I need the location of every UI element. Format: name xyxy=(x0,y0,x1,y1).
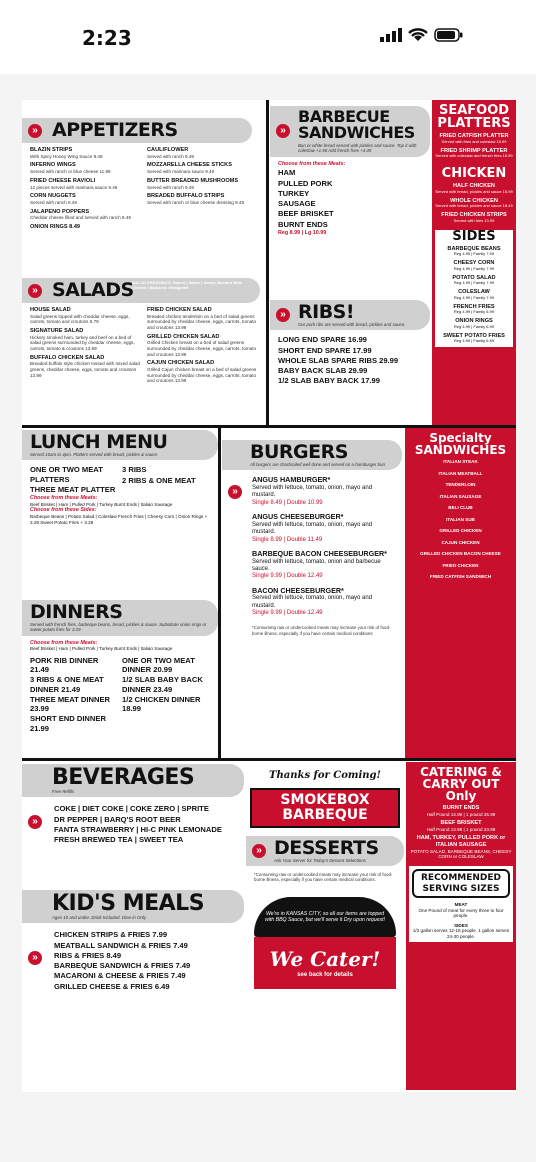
dinner-item: SHORT END DINNER 21.99 xyxy=(30,714,106,733)
burger-item xyxy=(252,587,396,618)
lunch-item: 3 RIBS xyxy=(122,465,147,475)
burger-price: Single 8.49 | Double 10.99 xyxy=(252,499,323,506)
bbq-meat: BURNT ENDS xyxy=(278,219,328,229)
side-item: Reg 4.99 | Family 7.99 xyxy=(453,294,495,300)
chevron-right-icon: » xyxy=(228,485,242,499)
wifi-icon xyxy=(408,28,428,42)
thanks-text: Thanks for Coming! xyxy=(269,770,381,781)
specialty-title: Specialty SANDWICHES xyxy=(414,431,507,457)
burger-item xyxy=(252,513,396,544)
catering-item: BEEF BRISKET xyxy=(440,820,482,827)
menu-item xyxy=(147,334,260,358)
bbq-meat: HAM xyxy=(278,168,296,178)
kids-item: RIBS & FRIES 8.49 xyxy=(54,950,122,960)
salads-section xyxy=(22,278,266,424)
specialty-item: ITALIAN SAUSAGE xyxy=(439,493,482,499)
chevron-right-icon: » xyxy=(28,124,42,138)
battery-icon xyxy=(434,28,464,42)
rib-item: WHOLE SLAB SPARE RIBS 29.99 xyxy=(278,355,399,365)
sides-desc: 1/2 gallon serves 12-15 people. 1 gallon serves 24-30 people. xyxy=(412,928,510,939)
bbq-price: Reg 8.99 | Lg 10.99 xyxy=(278,229,327,236)
lunch-meats-heading: Choose from these Meats: xyxy=(30,495,98,502)
side-item: Reg 4.99 | Family 6.99 xyxy=(453,309,495,315)
burgers-section xyxy=(222,440,402,756)
section-title: SALADS xyxy=(52,279,134,301)
side-item: FRENCH FRIES xyxy=(453,303,495,310)
burger-desc: Served with lettuce, tomato, onion, mayo and mustard. xyxy=(252,485,373,499)
status-bar xyxy=(0,0,536,74)
menu-item xyxy=(147,162,260,174)
chevron-right-icon: » xyxy=(28,951,42,965)
item-name: CAULIFLOWER xyxy=(147,147,189,153)
menu-item xyxy=(147,147,260,159)
meat-desc: One Pound of meat for every three to four people. xyxy=(418,907,504,919)
item-name: GRILLED CHICKEN SALAD xyxy=(147,333,220,340)
kids-item: GRILLED CHEESE & FRIES 6.49 xyxy=(54,981,170,991)
burger-desc: Served with lettuce, tomato, onion and barbecue sauce. xyxy=(252,558,381,572)
lunch-item: 2 RIBS & ONE MEAT xyxy=(122,475,196,485)
kids-item: BARBEQUE SANDWICH & FRIES 7.49 xyxy=(54,961,191,971)
item-name: INFERNO WINGS xyxy=(30,162,76,169)
recommended-title: RECOMMENDED SERVING SIZES xyxy=(412,869,510,899)
menu-item xyxy=(147,307,260,331)
item-desc: 12 pieces served with marinara sauce 9.49 xyxy=(30,184,118,190)
chevron-right-icon: » xyxy=(276,124,290,138)
item-name: SIGNATURE SALAD xyxy=(30,328,84,334)
lunch-item: ONE OR TWO MEAT PLATTERS xyxy=(30,465,103,484)
section-title: DINNERS xyxy=(30,601,123,623)
item-name: FRIED CHEESE RAVIOLI xyxy=(30,177,96,184)
side-item: Reg 4.99 | Family 7.99 xyxy=(453,251,495,257)
item-name: HOUSE SALAD xyxy=(30,307,71,313)
menu-item xyxy=(30,307,143,325)
chevron-right-icon: » xyxy=(28,284,42,298)
salad-dressings: SALAD DRESSINGS: Ranch | Italian | Honey Mustard Blue Cheese | Balsamic Vinaigrette xyxy=(132,280,243,290)
seafood-item: Served with fries and coleslaw 15.99 xyxy=(441,138,507,144)
specialty-item: CAJUN CHICKEN xyxy=(441,539,480,545)
burgers-subtitle: All burgers are charbroiled well done and served on a hamburger bun xyxy=(250,462,385,467)
side-item: ONION RINGS xyxy=(455,318,493,324)
kids-subtitle: Ages 10 and under. Drink Included. Dine-in Only xyxy=(52,915,147,920)
side-item: Reg 4.99 | Family 6.99 xyxy=(453,338,495,344)
catering-item: Half Pound 14.99 | 1 pound 25.99 xyxy=(426,811,496,817)
dinners-meats: Beef Brisket | Ham | Pulled Pork | Turkey Burnt Ends | Italian Sausage xyxy=(30,646,173,652)
section-title: BURGERS xyxy=(250,441,348,463)
chevron-right-icon: » xyxy=(276,308,290,322)
specialty-item: GRILLED CHICKEN BACON CHEESE xyxy=(420,551,501,556)
we-cater-banner xyxy=(254,937,396,989)
burger-price: Single 8.99 | Double 11.49 xyxy=(252,536,323,543)
menu-item xyxy=(147,178,260,190)
sides-label: SIDES xyxy=(454,922,468,928)
side-item: BARBEQUE BEANS xyxy=(447,245,501,252)
catering-item: HAM, TURKEY, PULLED PORK or ITALIAN SAUSAGE xyxy=(416,835,506,849)
item-desc: Served with ranch 9.49 xyxy=(30,200,77,206)
desserts-note: *Consuming raw or undercooked meats may increase your risk of food-borne illness, especially if you have certain medical conditions. xyxy=(254,871,393,883)
item-desc: Cheddar cheese filled and served with ranch 9.49 xyxy=(30,215,131,221)
burger-name: ANGUS HAMBURGER* xyxy=(252,475,331,485)
rib-item: LONG END SPARE 16.99 xyxy=(278,335,367,345)
side-item: SWEET POTATO FRIES xyxy=(443,332,505,339)
bbq-meat: TURKEY xyxy=(278,188,310,198)
burger-price: Single 9.99 | Double 12.49 xyxy=(252,609,323,616)
divider xyxy=(266,100,269,425)
side-item: Reg 4.99 | Family 7.99 xyxy=(453,265,495,271)
meat-label: MEAT xyxy=(454,902,468,908)
chicken-item: HALF CHICKEN xyxy=(453,183,495,189)
specialty-item: TENDERLOIN xyxy=(445,482,476,487)
dinner-item: ONE OR TWO MEAT DINNER 20.99 xyxy=(122,655,195,675)
rib-item: SHORT END SPARE 17.99 xyxy=(278,345,372,355)
item-desc: Served with ranch or blue cheese dressing 9.49 xyxy=(147,200,245,206)
specialty-item: GRILLED CHICKEN xyxy=(439,528,482,533)
chevron-right-icon: » xyxy=(252,844,266,858)
chicken-item: FRIED CHICKEN STRIPS xyxy=(441,212,507,218)
seafood-item: FRIED SHRIMP PLATTER xyxy=(440,147,508,154)
item-name: BUFFALO CHICKEN SALAD xyxy=(30,354,105,361)
lunch-section xyxy=(22,430,218,600)
beverage-line: FRESH BREWED TEA | SWEET TEA xyxy=(54,835,184,845)
menu-item xyxy=(30,328,143,352)
dinners-subtitle: Served with french fries, barbeque beans, bread, pickles & sauce. Substitute onion rings or sweet potato fries for 3.29 xyxy=(30,622,207,633)
logo-line-2: BARBEQUE xyxy=(282,806,368,823)
bbq-meat: BEEF BRISKET xyxy=(278,209,334,219)
desserts-column xyxy=(246,762,404,1090)
item-name: CAJUN CHICKEN SALAD xyxy=(147,360,215,367)
item-name: BREADED BUFFALO STRIPS xyxy=(147,193,225,200)
desserts-subtitle: Ask Your Server for Today's Dessert Selections xyxy=(274,857,366,863)
item-desc: Served with ranch 9.49 xyxy=(147,184,194,190)
sides-title: SIDES xyxy=(452,228,496,244)
lunch-sides-heading: Choose from these Sides: xyxy=(30,507,97,514)
item-desc: Breaded chicken tenderloin on a bed of salad greens surrounded by cheddar cheese, eggs, carrots, tomato and croutons 13.99 xyxy=(147,313,257,330)
menu-item xyxy=(147,360,260,384)
section-title: APPETIZERS xyxy=(52,119,178,141)
item-name: BUTTER BREADED MUSHROOMS xyxy=(147,177,239,184)
ribs-subtitle: Our pork ribs are served with bread, pickles and sauce. xyxy=(298,322,406,327)
kids-section xyxy=(22,890,244,1090)
beverages-section xyxy=(22,764,244,884)
specialty-item: ITALIAN MEATBALL xyxy=(438,470,483,476)
menu-item xyxy=(30,355,143,379)
seafood-item: FRIED CATFISH PLATTER xyxy=(439,133,509,139)
catering-column xyxy=(406,762,516,1090)
beverage-line: COKE | DIET COKE | COKE ZERO | SPRITE xyxy=(54,804,209,814)
item-name: FRIED CHICKEN SALAD xyxy=(147,307,212,313)
chicken-item: Served with bread, pickles and sauce 18.49 xyxy=(435,203,513,209)
menu-item xyxy=(30,224,143,231)
specialty-item: FRIED CHICKEN xyxy=(442,562,479,568)
menu-item xyxy=(30,162,143,174)
menu-item xyxy=(147,193,260,205)
divider xyxy=(218,428,221,758)
right-red-column xyxy=(432,100,516,425)
divider xyxy=(22,758,516,761)
ribs-section xyxy=(270,300,430,424)
item-name: BLAZIN STRIPS xyxy=(30,147,73,153)
bbq-choose: Choose from these Meats: xyxy=(278,160,346,167)
item-name: MOZZARELLA CHEESE STICKS xyxy=(147,162,232,169)
section-title: LUNCH MENU xyxy=(30,431,168,453)
burger-name: BACON CHEESEBURGER* xyxy=(252,585,344,595)
item-desc: Grilled Cajun chicken breast on a bed of salad greens surrounded by cheddar cheese, eggs, carrots, tomato and croutons 13.99 xyxy=(147,367,257,384)
catering-title: CATERING & CARRY OUT Only xyxy=(420,765,502,803)
item-desc: Served with ranch or blue cheese 11.99 xyxy=(30,169,111,175)
specialty-item: BELI CLUB xyxy=(448,505,473,510)
section-title: KID'S MEALS xyxy=(52,891,205,916)
section-title: RIBS! xyxy=(298,301,355,323)
chicken-item: WHOLE CHICKEN xyxy=(450,197,498,204)
menu-item xyxy=(30,209,143,221)
bbq-meat: PULLED PORK xyxy=(278,178,333,188)
lunch-sides: Barbeque Beans | Potato Salad | Coleslaw French Fries | Cheesy Corn | Onion Rings + 3.29 Sweet Potato Fries + 3.29 xyxy=(30,513,208,525)
seafood-item: Served with coleslaw and french fries 15.99 xyxy=(435,153,513,159)
rib-item: 1/2 SLAB BABY BACK 17.99 xyxy=(278,376,380,386)
dinner-item: 3 RIBS & ONE MEAT DINNER 21.49 xyxy=(30,675,104,694)
lunch-item: THREE MEAT PLATTER xyxy=(30,484,116,494)
section-title: DESSERTS xyxy=(274,836,379,859)
menu-item xyxy=(30,147,143,159)
burger-item xyxy=(252,550,396,581)
catering-item: Half Pound 13.99 | 1 pound 23.99 xyxy=(426,826,496,832)
dinners-meats-heading: Choose from these Meats: xyxy=(30,639,98,646)
catering-item: BURNT ENDS xyxy=(442,805,480,811)
kc-note: We're in KANSAS CITY, so all our items are topped with BBQ Sauce, but we'll serve it Dry upon request! xyxy=(254,897,396,938)
item-name: CORN NUGGETS xyxy=(30,193,76,200)
bbq-subtitle: Bun or white bread served with pickles and sauce. Top it with coleslaw +1.50 Add french fries +4.49 xyxy=(298,143,417,154)
chicken-item: Served with bread, pickles and sauce 15.99 xyxy=(435,188,513,194)
burgers-note: *Consuming raw or undercooked meats may increase your risk of food-borne illness, especially if you have certain medical conditions xyxy=(252,625,391,636)
side-item: POTATO SALAD xyxy=(452,274,496,281)
item-desc: Served with ranch 9.49 xyxy=(147,153,194,159)
item-desc: Grilled Chicken breast on a bed of salad greens surrounded by cheddar cheese, eggs, carrots, tomato and croutons 13.99 xyxy=(147,340,257,357)
chicken-title: CHICKEN xyxy=(441,166,507,181)
kids-item: MACARONI & CHEESE & FRIES 7.49 xyxy=(54,971,186,981)
section-title: BEVERAGES xyxy=(52,765,195,790)
item-desc: Breaded buffalo style chicken tossed with mixed salad greens, cheddar cheese, eggs, tomato and croutons 13.99 xyxy=(30,361,140,378)
dinner-item: PORK RIB DINNER 21.49 xyxy=(30,655,99,675)
burger-price: Single 9.99 | Double 12.49 xyxy=(252,573,323,580)
menu-image xyxy=(22,100,516,1092)
dinner-item: THREE MEAT DINNER 23.99 xyxy=(30,694,111,714)
item-desc: Hickory smoked ham, turkey and beef on a bed of salad greens surrounded by cheddar cheese, eggs, carrots, tomato & croutons 13.99 xyxy=(30,334,135,351)
side-item: Reg 4.99 | Family 6.99 xyxy=(453,323,495,329)
we-cater-subtext: see back for details xyxy=(297,971,353,978)
kids-item: CHICKEN STRIPS & FRIES 7.99 xyxy=(54,930,168,940)
catering-item: POTATO SALAD, BARBEQUE BEANS, CHEESY CORN or COLESLAW xyxy=(410,848,512,860)
logo-line-1: SMOKEBOX xyxy=(280,792,370,809)
beverages-subtitle: Free Refills xyxy=(52,789,75,794)
status-time: 2:23 xyxy=(82,26,132,50)
bbq-meat: SAUSAGE xyxy=(278,199,316,209)
rib-item: BABY BACK SLAB 29.99 xyxy=(278,366,368,376)
burger-name: BARBEQUE BACON CHEESEBURGER* xyxy=(252,548,387,558)
item-desc: Served with marinara sauce 9.49 xyxy=(147,169,215,175)
beverage-line: DR PEPPER | BARQ'S ROOT BEER xyxy=(54,814,181,824)
dinners-section xyxy=(22,600,218,756)
section-title: BARBECUE SANDWICHES xyxy=(298,107,415,142)
chicken-item: Served with fries 13.99 xyxy=(453,217,495,223)
lunch-meats: Beef Brisket | Ham | Pulled Pork | Turkey Burnt Ends | Italian Sausage xyxy=(30,501,173,507)
menu-item xyxy=(30,178,143,190)
specialty-item: ITALIAN SUB xyxy=(446,516,475,522)
specialty-item: FRIED CATFISH SANDWICH xyxy=(429,574,492,579)
seafood-title: SEAFOOD PLATTERS xyxy=(437,103,511,131)
menu-item xyxy=(30,193,143,205)
burger-name: ANGUS CHEESEBURGER* xyxy=(252,512,344,522)
dinner-item: 1/2 SLAB BABY BACK DINNER 23.49 xyxy=(122,675,203,694)
burger-desc: Served with lettuce, tomato, onion, mayo and mustard. xyxy=(252,521,373,536)
side-item: CHEESY CORN xyxy=(453,260,495,266)
beverage-line: FANTA STRAWBERRY | HI-C PINK LEMONADE xyxy=(54,824,222,834)
logo xyxy=(250,788,400,827)
side-item: COLESLAW xyxy=(458,289,490,295)
item-name: JALAPENO POPPERS xyxy=(30,208,90,215)
item-desc: Salad greens topped with cheddar cheese, eggs, carrots, tomato and croutons 5.79 xyxy=(30,313,130,325)
specialty-item: ITALIAN STEAK xyxy=(443,459,478,464)
kids-item: MEATBALL SANDWICH & FRIES 7.49 xyxy=(54,940,188,950)
dinner-item: 1/2 CHICKEN DINNER 18.99 xyxy=(122,694,201,714)
specialty-sandwiches xyxy=(405,428,516,758)
item-desc: With Spicy Honey Wing Sauce 9.49 xyxy=(30,153,103,159)
signal-icon xyxy=(380,28,402,42)
burger-desc: Served with lettuce, tomato, onion, mayo and mustard. xyxy=(252,595,373,609)
item-name: ONION RINGS 8.49 xyxy=(30,224,81,231)
lunch-subtitle: Served 10am to 4pm. Platters served with bread, pickles & sauce. xyxy=(30,452,159,457)
side-item: Reg 4.99 | Family 7.99 xyxy=(453,280,495,286)
burger-item xyxy=(252,476,396,507)
bbq-sandwiches-section xyxy=(270,106,430,306)
chevron-right-icon: » xyxy=(28,815,42,829)
appetizers-section xyxy=(22,118,266,278)
we-cater-text: We Cater! xyxy=(269,947,381,972)
